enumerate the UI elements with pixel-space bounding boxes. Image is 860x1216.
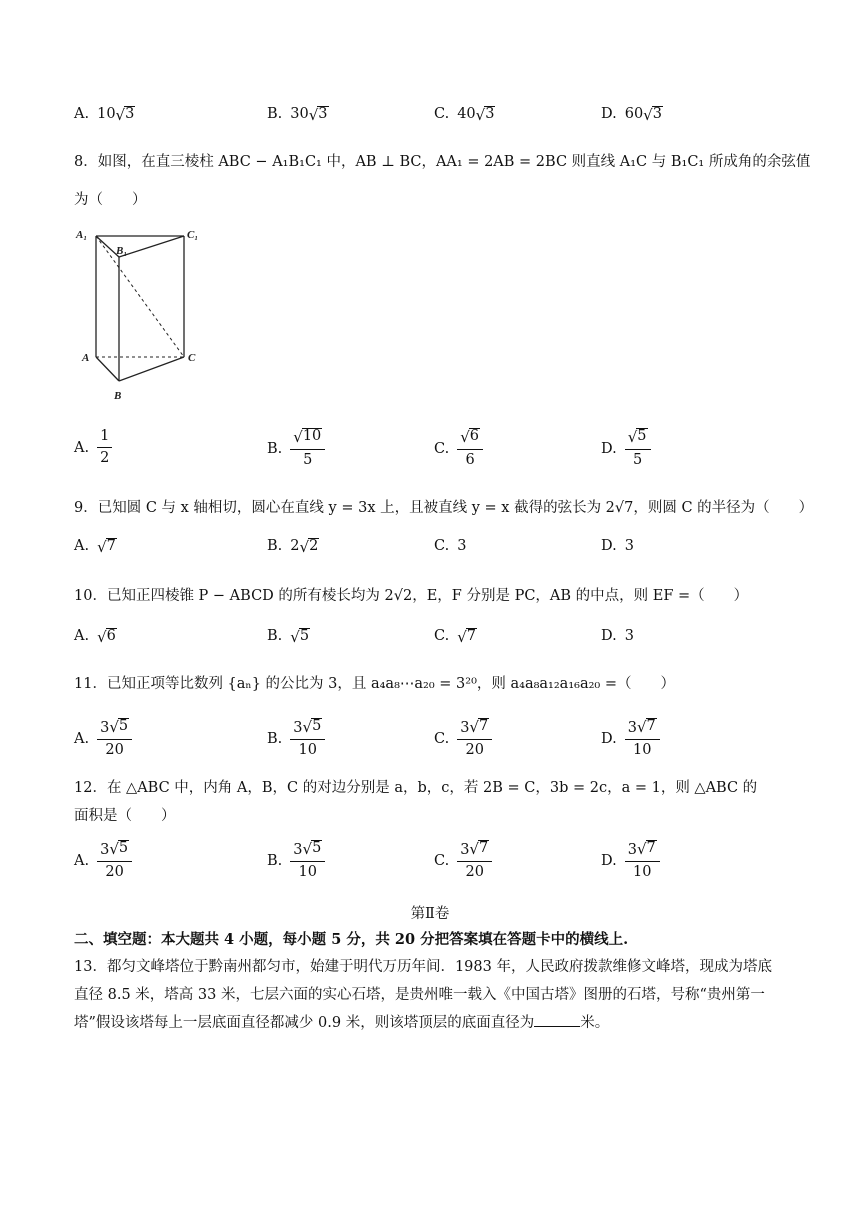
fraction: 3 √ 7 10 bbox=[625, 718, 660, 760]
q12-options bbox=[74, 840, 794, 888]
q7-option-c[interactable]: C. 40 √ 3 bbox=[434, 105, 495, 124]
q13-line2: 直径 8.5 米，塔高 33 米，七层六面的实心石塔，是贵州唯一载入《中国古塔》图册的石塔，号称“贵州第一 bbox=[74, 987, 765, 1003]
label-c: C bbox=[188, 352, 196, 364]
sqrt: √ 2 bbox=[299, 537, 319, 556]
sqrt: √ 3 bbox=[308, 105, 328, 124]
q11-text: 11．已知正项等比数列 {aₙ} 的公比为 3，且 a₄a₈⋯a₂₀ = 3²⁰，则 a₄a₈a₁₂a₁₆a₂₀ =（ ） bbox=[74, 676, 675, 692]
fraction: √ 5 5 bbox=[625, 428, 651, 470]
sqrt: √ 3 bbox=[115, 105, 135, 124]
q9-options bbox=[74, 538, 794, 568]
sqrt: √ 3 bbox=[643, 105, 662, 124]
fraction: 3 √ 7 10 bbox=[625, 840, 660, 882]
q8-options bbox=[74, 428, 794, 474]
q10-option-d[interactable]: D. 3 bbox=[601, 628, 634, 644]
answer-blank[interactable] bbox=[534, 1012, 580, 1027]
q10-options bbox=[74, 628, 794, 658]
q12-option-c[interactable]: C. 3 √ 7 20 bbox=[434, 840, 492, 882]
q7-option-a[interactable]: A. 10 √ 3 bbox=[74, 105, 135, 124]
label-a: A bbox=[82, 352, 90, 364]
label-b: B bbox=[114, 390, 122, 402]
sqrt: √ 3 bbox=[475, 105, 495, 124]
fraction: 3 √ 5 20 bbox=[97, 718, 132, 760]
q8-option-d[interactable]: D. √ 5 5 bbox=[601, 428, 651, 470]
q12-option-d[interactable]: D. 3 √ 7 10 bbox=[601, 840, 660, 882]
sqrt: √ 6 bbox=[97, 627, 116, 646]
q7-option-d[interactable]: D. 60 √ 3 bbox=[601, 105, 662, 124]
sqrt: √ 7 bbox=[97, 537, 116, 556]
label-b1: B₁ bbox=[116, 245, 128, 257]
q9-option-d[interactable]: D. 3 bbox=[601, 538, 634, 554]
q8-option-a[interactable]: A. $\frac{1}{2}$ bbox=[74, 428, 112, 468]
q9-option-c[interactable]: C. 3 bbox=[434, 538, 467, 554]
q10-option-c[interactable]: C. √ 7 bbox=[434, 627, 476, 646]
q10-text: 10．已知正四棱锥 P − ABCD 的所有棱长均为 2√2，E，F 分别是 PC，AB 的中点，则 EF =（ ） bbox=[74, 588, 749, 604]
q9-option-b[interactable]: B. 2 √ 2 bbox=[267, 537, 319, 556]
section2-heading: 二、填空题：本大题共 4 小题，每小题 5 分，共 20 分把答案填在答题卡中的横线上. bbox=[74, 931, 629, 948]
q11-options bbox=[74, 718, 794, 766]
fraction: √ 6 6 bbox=[457, 428, 483, 470]
q8-text-line1: 8．如图，在直三棱柱 ABC − A₁B₁C₁ 中，AB ⊥ BC，AA₁ = 2AB = 2BC 则直线 A₁C 与 B₁C₁ 所成角的余弦值 bbox=[74, 154, 811, 170]
q11-option-a[interactable]: A. 3 √ 5 20 bbox=[74, 718, 132, 760]
q10-option-a[interactable]: A. √ 6 bbox=[74, 627, 116, 646]
q12-text-line2: 面积是（ ） bbox=[74, 808, 176, 824]
fraction: 3 √ 7 20 bbox=[457, 840, 492, 882]
q12-text-line1: 12．在 △ABC 中，内角 A，B，C 的对边分别是 a，b，c，若 2B = C，3b = 2c，a = 1，则 △ABC 的 bbox=[74, 780, 758, 796]
q7-options bbox=[74, 106, 794, 136]
q9-option-a[interactable]: A. √ 7 bbox=[74, 537, 116, 556]
q12-option-a[interactable]: A. 3 √ 5 20 bbox=[74, 840, 132, 882]
q13-line1: 13．都匀文峰塔位于黔南州都匀市，始建于明代万历年间．1983 年，人民政府拨款维修文峰塔，现成为塔底 bbox=[74, 959, 772, 975]
q8-option-c[interactable]: C. √ 6 6 bbox=[434, 428, 483, 470]
fraction: 3 √ 5 10 bbox=[290, 718, 325, 760]
fraction: 3 √ 5 10 bbox=[290, 840, 325, 882]
sqrt: √ 7 bbox=[457, 627, 476, 646]
fraction: 3 √ 5 20 bbox=[97, 840, 132, 882]
fraction: 3 √ 7 20 bbox=[457, 718, 492, 760]
q8-text-line2: 为（ ） bbox=[74, 192, 147, 208]
sqrt: √ 5 bbox=[290, 627, 310, 646]
q11-option-c[interactable]: C. 3 √ 7 20 bbox=[434, 718, 492, 760]
label-c1: C₁ bbox=[187, 229, 199, 241]
q8-option-b[interactable]: B. √ 10 5 bbox=[267, 428, 325, 470]
q11-option-d[interactable]: D. 3 √ 7 10 bbox=[601, 718, 660, 760]
part2-title: 第Ⅱ卷 bbox=[410, 906, 450, 922]
q7-option-b[interactable]: B. 30 √ 3 bbox=[267, 105, 328, 124]
q10-option-b[interactable]: B. √ 5 bbox=[267, 627, 310, 646]
q12-option-b[interactable]: B. 3 √ 5 10 bbox=[267, 840, 325, 882]
prism-figure bbox=[74, 224, 214, 410]
q11-option-b[interactable]: B. 3 √ 5 10 bbox=[267, 718, 325, 760]
fraction: $\frac{1}{2}$ bbox=[97, 428, 112, 468]
fraction: √ 10 5 bbox=[290, 428, 325, 470]
label-a1: A₁ bbox=[76, 229, 88, 241]
q13-line3: 塔”假设该塔每上一层底面直径都减少 0.9 米，则该塔顶层的底面直径为 米。 bbox=[74, 1011, 609, 1032]
q9-text: 9．已知圆 C 与 x 轴相切，圆心在直线 y = 3x 上，且被直线 y = x 截得的弦长为 2√7，则圆 C 的半径为（ ） bbox=[74, 500, 814, 516]
